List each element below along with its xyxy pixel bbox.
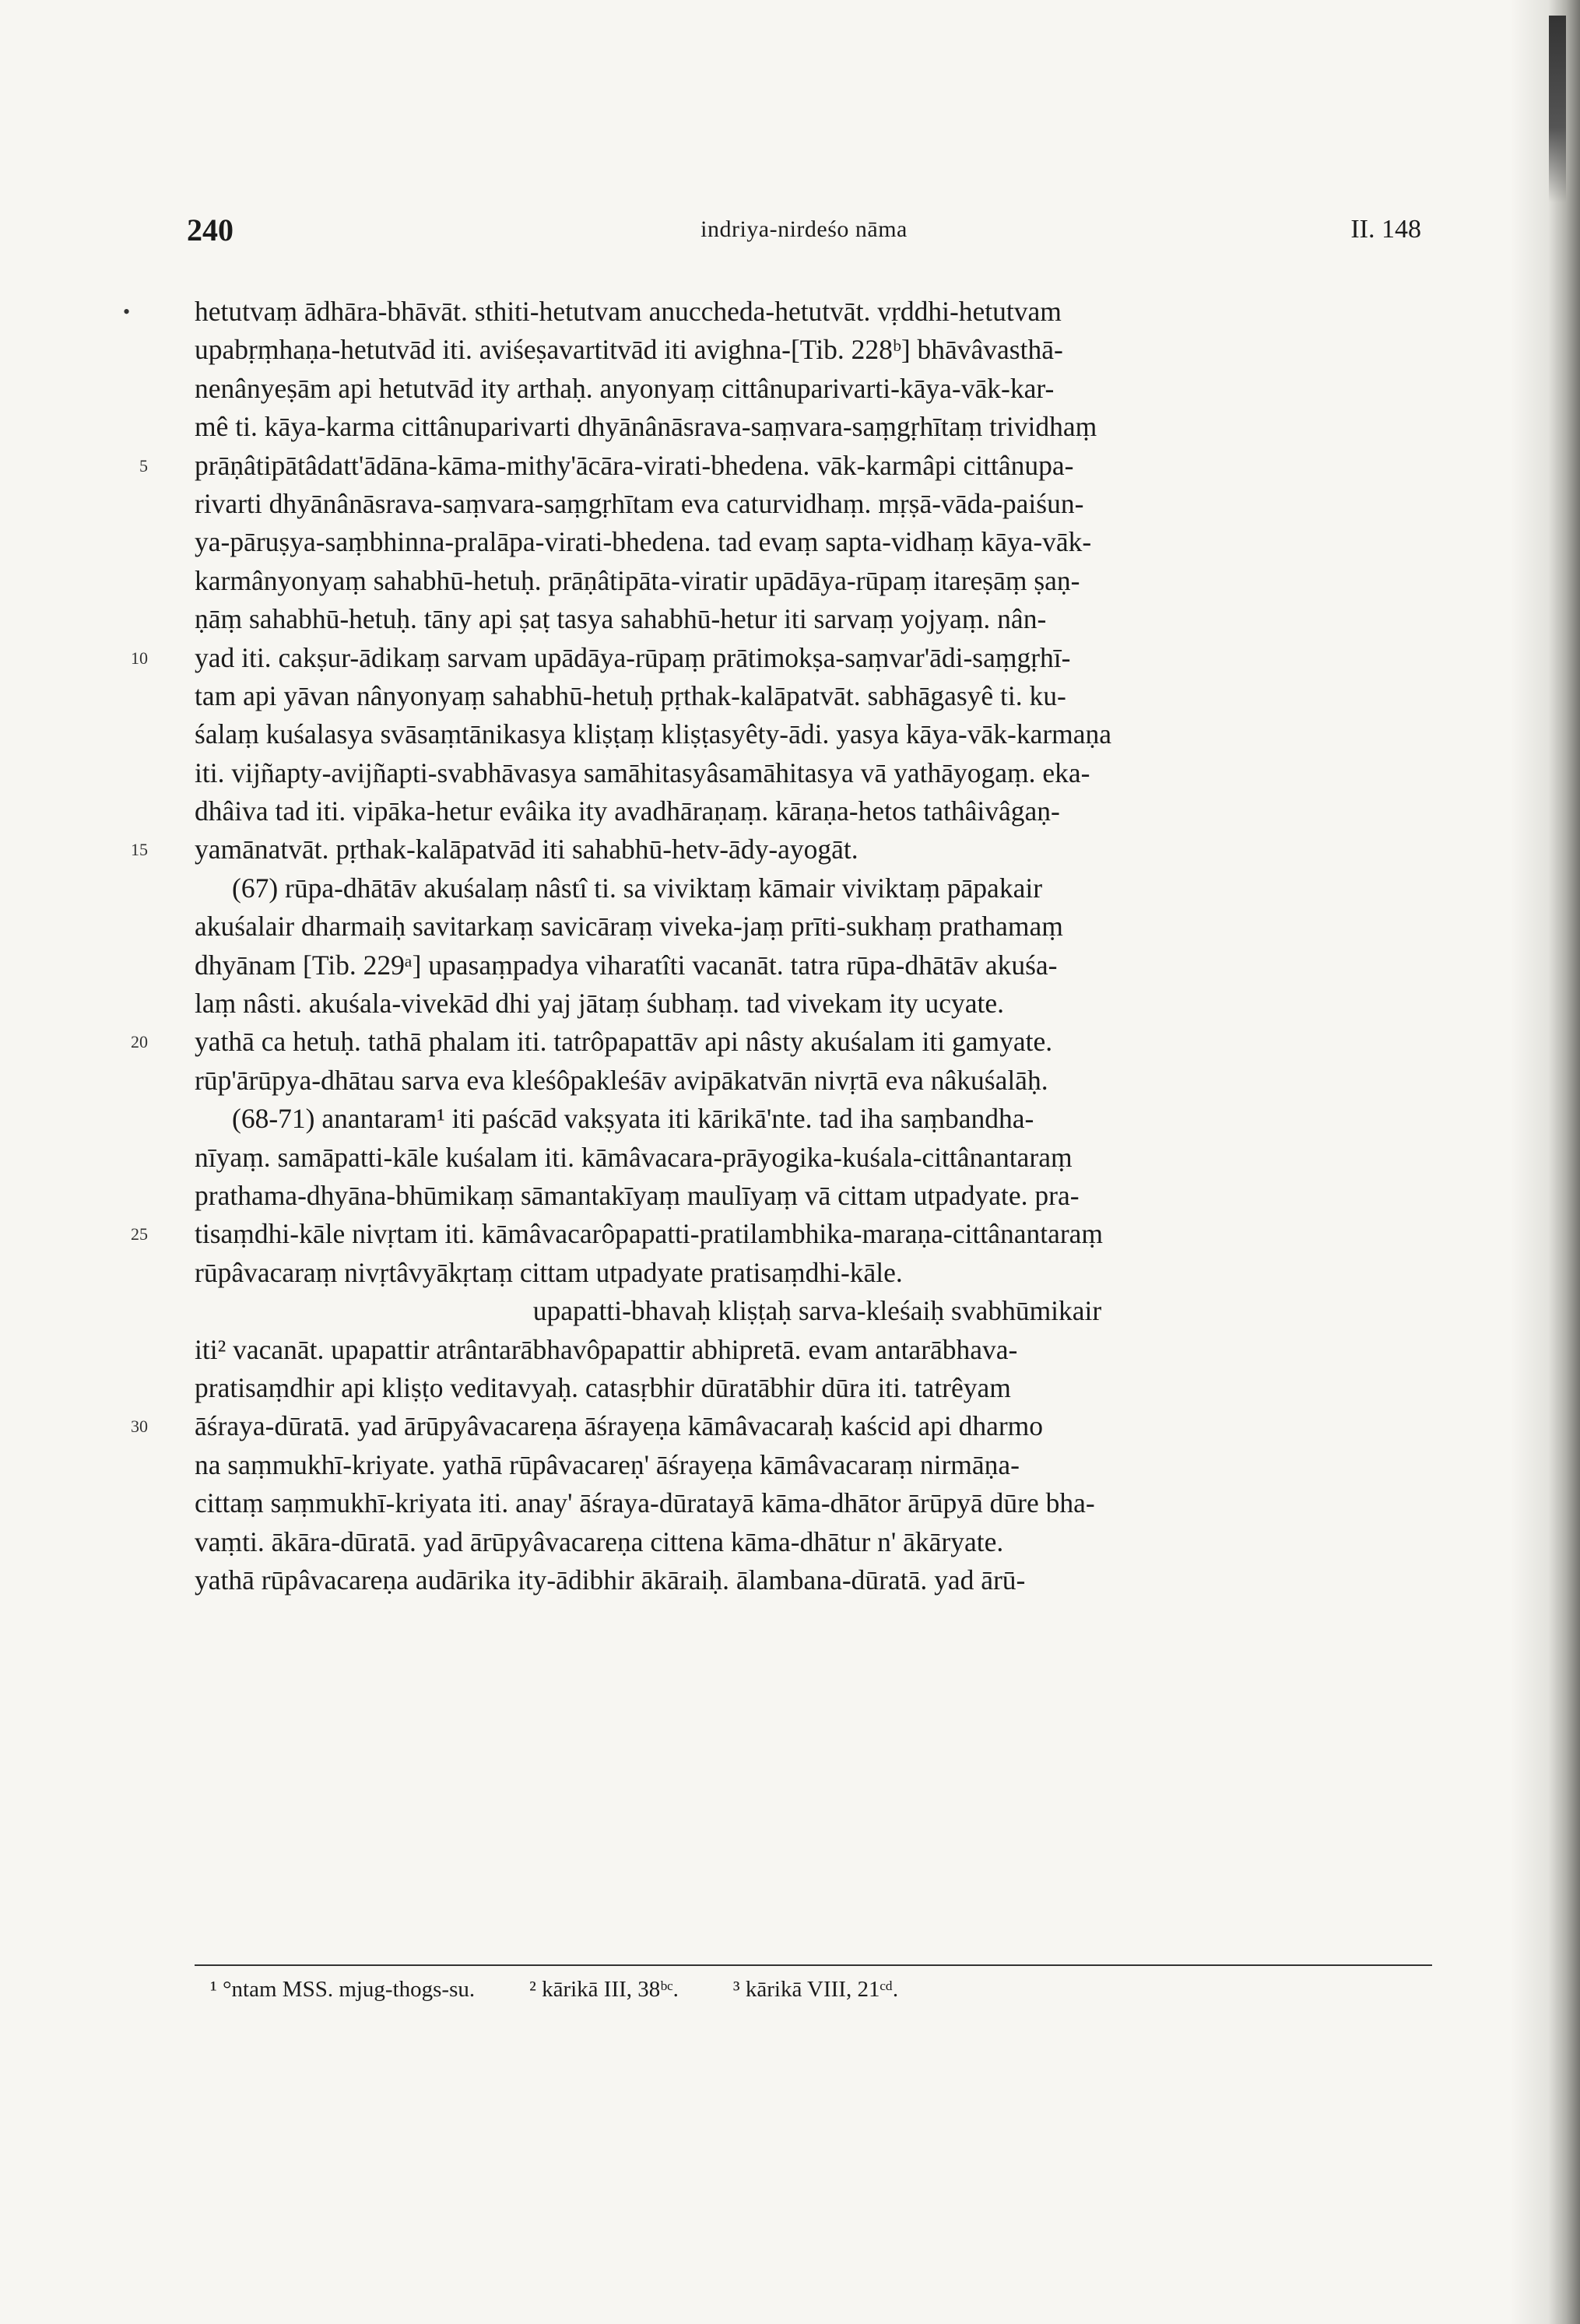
line-text: ya-pāruṣya-saṃbhinna-pralāpa-virati-bhedena. tad evaṃ sapta-vidhaṃ kāya-vāk- <box>195 526 1092 558</box>
text-line <box>195 485 1440 523</box>
scan-edge-shadow <box>1510 0 1580 2324</box>
text-line <box>195 1446 1440 1484</box>
text-line <box>195 1561 1440 1599</box>
text-line <box>123 293 1440 331</box>
line-text: āśraya-dūratā. yad ārūpyâvacareṇa āśrayeṇa kāmâvacaraḥ kaścid api dharmo <box>195 1410 1044 1442</box>
text-line <box>131 639 1440 677</box>
line-text: karmânyonyaṃ sahabhū-hetuḥ. prāṇâtipāta-viratir upādāya-rūpaṃ itareṣāṃ ṣaṇ- <box>195 564 1080 596</box>
text-line <box>195 331 1440 369</box>
line-number: 5 <box>139 455 148 476</box>
text-line <box>195 1100 1440 1138</box>
footnote: ² kārikā III, 38ᵇᶜ. <box>529 1977 679 2002</box>
line-text: (68-71) anantaram¹ iti paścād vakṣyata iti kārikā'nte. tad iha saṃbandha- <box>232 1103 1034 1135</box>
text-line <box>195 1331 1440 1369</box>
text-line <box>195 1484 1440 1522</box>
line-text: rivarti dhyānânāsrava-saṃvara-saṃgṛhītam eva caturvidhaṃ. mṛṣā-vāda-paiśun- <box>195 487 1084 519</box>
line-text: yad iti. cakṣur-ādikaṃ sarvam upādāya-rūpaṃ prātimokṣa-saṃvar'ādi-saṃgṛhī- <box>195 641 1071 673</box>
text-line <box>195 946 1440 985</box>
main-text <box>123 293 1440 1599</box>
line-text: hetutvaṃ ādhāra-bhāvāt. sthiti-hetutvam anuccheda-hetutvāt. vṛddhi-hetutvam <box>195 296 1062 327</box>
line-number: 25 <box>131 1224 148 1244</box>
line-text: upapatti-bhavaḥ kliṣṭaḥ sarva-kleśaiḥ svabhūmikair <box>532 1295 1102 1327</box>
text-line <box>131 1407 1440 1445</box>
text-line <box>131 1023 1440 1061</box>
line-text: nenânyeṣām api hetutvād ity arthaḥ. anyonyaṃ cittânuparivarti-kāya-vāk-kar- <box>195 372 1055 404</box>
running-head: indriya-nirdeśo nāma <box>700 216 908 242</box>
line-text: dhyānam [Tib. 229ᵃ] upasaṃpadya viharatîti vacanāt. tatra rūpa-dhātāv akuśa- <box>195 949 1058 981</box>
text-line <box>195 1292 1440 1330</box>
text-line <box>195 1139 1440 1177</box>
text-line <box>195 1177 1440 1215</box>
line-text: dhâiva tad iti. vipāka-hetur evâika ity avadhāraṇaṃ. kāraṇa-hetos tathâivâgaṇ- <box>195 795 1060 827</box>
line-text: śalaṃ kuśalasya svāsaṃtānikasya kliṣṭaṃ kliṣṭasyêty-ādi. yasya kāya-vāk-karmaṇa <box>195 718 1112 750</box>
line-text: tisaṃdhi-kāle nivṛtam iti. kāmâvacarôpapatti-pratilambhika-maraṇa-cittânantaraṃ <box>195 1218 1104 1250</box>
line-text: prāṇâtipātâdatt'ādāna-kāma-mithy'ācāra-virati-bhedena. vāk-karmâpi cittânupa- <box>195 449 1074 481</box>
line-text: akuśalair dharmaiḥ savitarkaṃ savicāraṃ viveka-jaṃ prīti-sukhaṃ prathamaṃ <box>195 911 1063 943</box>
text-line <box>195 792 1440 830</box>
line-text: upabṛṃhaṇa-hetutvād iti. aviśeṣavartitvād iti avighna-[Tib. 228ᵇ] bhāvâvasthā- <box>195 334 1063 366</box>
text-line <box>195 523 1440 561</box>
text-line <box>195 985 1440 1023</box>
footnote: ¹ °ntam MSS. mjug-thogs-su. <box>210 1977 476 2002</box>
text-line <box>195 754 1440 792</box>
line-text: yamānatvāt. pṛthak-kalāpatvād iti sahabhū-hetv-ādy-ayogāt. <box>195 834 858 865</box>
line-text: iti. vijñapty-avijñapti-svabhāvasya samāhitasyâsamāhitasya vā yathāyogaṃ. eka- <box>195 757 1090 788</box>
text-line <box>195 677 1440 715</box>
margin-bullet: • <box>123 300 131 323</box>
line-text: mê ti. kāya-karma cittânuparivarti dhyānânāsrava-saṃvara-saṃgṛhītaṃ trividhaṃ <box>195 411 1097 443</box>
scan-binding-mark <box>1549 16 1566 202</box>
footnote: ³ kārikā VIII, 21ᶜᵈ. <box>732 1977 899 2002</box>
page-header <box>187 212 1421 258</box>
line-number: 15 <box>131 840 148 860</box>
line-text: (67) rūpa-dhātāv akuśalaṃ nâstî ti. sa viviktaṃ kāmair viviktaṃ pāpakair <box>232 872 1043 904</box>
text-line <box>131 830 1440 869</box>
line-number: 10 <box>131 648 148 668</box>
line-text: pratisaṃdhir api kliṣṭo veditavyaḥ. catasṛbhir dūratābhir dūra iti. tatrêyam <box>195 1371 1011 1403</box>
line-text: yathā rūpâvacareṇa audārika ity-ādibhir ākāraiḥ. ālambana-dūratā. yad ārū- <box>195 1564 1026 1596</box>
line-text: iti² vacanāt. upapattir atrântarābhavôpapattir abhipretā. evam antarābhava- <box>195 1333 1018 1365</box>
text-line <box>195 907 1440 946</box>
text-line <box>195 370 1440 408</box>
footnotes <box>210 1977 1424 2003</box>
text-line <box>195 600 1440 638</box>
page-number: 240 <box>187 212 233 247</box>
text-line <box>195 715 1440 753</box>
line-text: ṇāṃ sahabhū-hetuḥ. tāny api ṣaṭ tasya sahabhū-hetur iti sarvaṃ yojyaṃ. nân- <box>195 603 1047 635</box>
line-text: yathā ca hetuḥ. tathā phalam iti. tatrôpapattāv api nâsty akuśalam iti gamyate. <box>195 1026 1053 1058</box>
section-reference: II. 148 <box>1350 215 1421 244</box>
text-line <box>131 1215 1440 1253</box>
text-line <box>195 1254 1440 1292</box>
line-text: rūpâvacaraṃ nivṛtâvyākṛtaṃ cittam utpadyate pratisaṃdhi-kāle. <box>195 1256 903 1288</box>
text-line <box>139 447 1440 485</box>
text-line <box>195 408 1440 446</box>
text-line <box>195 1062 1440 1100</box>
line-text: nīyaṃ. samāpatti-kāle kuśalam iti. kāmâvacara-prāyogika-kuśala-cittânantaraṃ <box>195 1141 1073 1173</box>
text-line <box>195 869 1440 907</box>
line-text: tam api yāvan nânyonyaṃ sahabhū-hetuḥ pṛthak-kalāpatvāt. sabhāgasyê ti. ku- <box>195 679 1066 711</box>
line-text: prathama-dhyāna-bhūmikaṃ sāmantakīyaṃ maulīyaṃ vā cittam utpadyate. pra- <box>195 1179 1080 1211</box>
line-number: 20 <box>131 1032 148 1052</box>
line-text: laṃ nâsti. akuśala-vivekād dhi yaj jātaṃ śubhaṃ. tad vivekam ity ucyate. <box>195 988 1005 1020</box>
text-line <box>195 1523 1440 1561</box>
line-text: rūp'ārūpya-dhātau sarva eva kleśôpakleśāv avipākatvān nivṛtā eva nâkuśalāḥ. <box>195 1064 1048 1096</box>
text-line <box>195 1369 1440 1407</box>
line-text: vaṃti. ākāra-dūratā. yad ārūpyâvacareṇa cittena kāma-dhātur n' ākāryate. <box>195 1525 1004 1557</box>
line-text: na saṃmukhī-kriyate. yathā rūpâvacareṇ' āśrayeṇa kāmâvacaraṃ nirmāṇa- <box>195 1448 1020 1480</box>
text-line <box>195 562 1440 600</box>
line-text: cittaṃ saṃmukhī-kriyata iti. anay' āśraya-dūratayā kāma-dhātor ārūpyā dūre bha- <box>195 1487 1095 1519</box>
footnote-rule <box>195 1964 1432 1966</box>
line-number: 30 <box>131 1417 148 1437</box>
